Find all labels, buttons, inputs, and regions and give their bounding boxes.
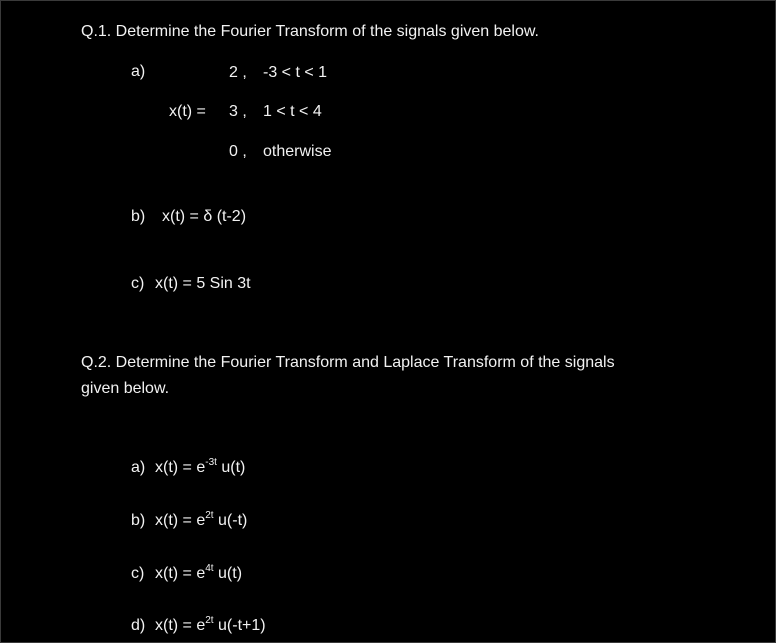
q1a-case-2-value: 3 , xyxy=(229,103,247,120)
q2b-label: b) xyxy=(131,512,146,529)
q1a-case-2-condition: 1 < t < 4 xyxy=(263,103,322,120)
q1a-case-1-condition: -3 < t < 1 xyxy=(263,64,328,81)
q2a-expr-tail: u(t) xyxy=(216,459,246,476)
q2c-expr-exponent: 4t xyxy=(205,562,214,574)
q2c-label: c) xyxy=(131,565,145,582)
q2a-label: a) xyxy=(131,459,146,476)
q2d-expr-exponent: 2t xyxy=(205,614,214,626)
q2b-expr-tail: u(-t) xyxy=(213,512,248,529)
q1a-case-3-condition: otherwise xyxy=(263,143,332,160)
q2a-expr-base: x(t) = e xyxy=(155,459,206,476)
q2-heading-line2: given below. xyxy=(81,380,170,397)
q2b-expression xyxy=(155,511,247,530)
q2d-expr-base: x(t) = e xyxy=(155,617,206,634)
q2c-expr-base: x(t) = e xyxy=(155,565,206,582)
q2b-expr-exponent: 2t xyxy=(205,509,214,521)
q1a-lhs: x(t) = xyxy=(169,103,206,120)
q2-heading-line1: Q.2. Determine the Fourier Transform and Laplace Transform of the signals xyxy=(81,354,615,371)
q1c-expression: x(t) = 5 Sin 3t xyxy=(155,275,251,292)
q1c-label: c) xyxy=(131,275,145,292)
q1a-case-1-value: 2 , xyxy=(229,64,247,81)
q1-heading: Q.1. Determine the Fourier Transform of the signals given below. xyxy=(81,23,539,40)
q2c-expression xyxy=(155,564,242,583)
q2a-expr-exponent: -3t xyxy=(205,456,217,468)
q1b-label: b) xyxy=(131,208,146,225)
q2d-expr-tail: u(-t+1) xyxy=(213,617,266,634)
q2c-expr-tail: u(t) xyxy=(213,565,243,582)
q1b-expression: x(t) = δ (t-2) xyxy=(162,208,247,225)
q1a-label: a) xyxy=(131,63,146,80)
q2d-expression xyxy=(155,616,266,635)
q2a-expression xyxy=(155,458,245,477)
q2d-label: d) xyxy=(131,617,146,634)
q2b-expr-base: x(t) = e xyxy=(155,512,206,529)
q1a-case-3-value: 0 , xyxy=(229,143,247,160)
